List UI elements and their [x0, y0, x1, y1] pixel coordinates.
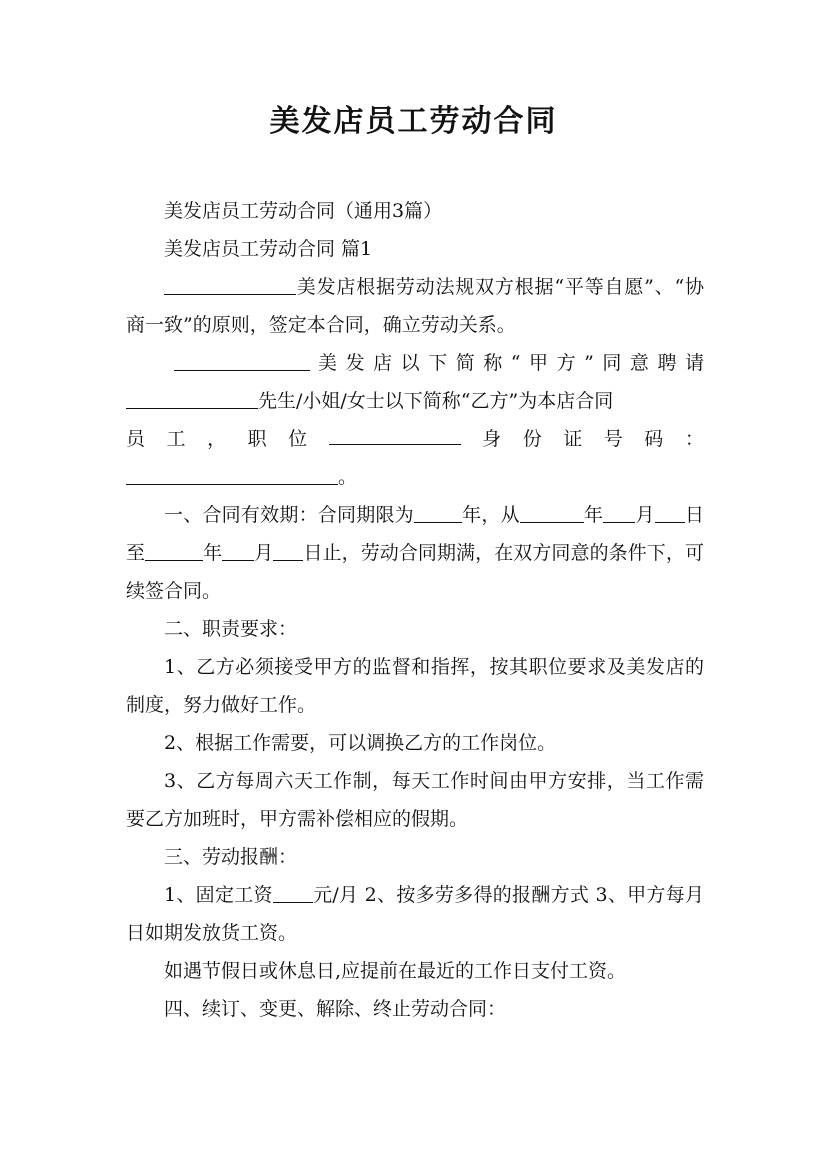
blank-line	[164, 274, 296, 295]
paragraph-text: 1、固定工资	[164, 884, 273, 906]
duty-1: 1、乙方必须接受甲方的监督和指挥，按其职位要求及美发店的制度，努力做好工作。	[126, 656, 704, 716]
spread-char: 工	[166, 428, 186, 450]
paragraph-text: 一、合同有效期：合同期限为	[164, 504, 414, 526]
spread-char: 身	[482, 428, 502, 450]
paragraph-term	[126, 496, 704, 610]
paragraph-intro	[126, 268, 704, 344]
paragraph-text: 年，从	[461, 504, 520, 526]
blank-line	[520, 502, 584, 523]
heading-duties: 二、职责要求：	[164, 618, 298, 640]
blank-line	[126, 464, 338, 485]
blank-line	[329, 424, 461, 445]
paragraph-hire-spread	[126, 420, 704, 458]
document-body	[126, 192, 704, 1028]
spread-char: ，	[207, 428, 227, 450]
spread-char: 职	[247, 428, 267, 450]
heading-pay: 三、劳动报酬：	[164, 846, 298, 868]
paragraph-text: 月	[254, 542, 274, 564]
paragraph-text: 日止，劳动合同期满，在双方同意的条件下，可续签合同。	[126, 542, 704, 602]
paragraph-hire	[126, 344, 704, 420]
paragraph-text: 年	[203, 542, 223, 564]
subtitle-line: 美发店员工劳动合同（通用3篇）	[164, 200, 443, 222]
duty-2: 2、根据工作需要，可以调换乙方的工作岗位。	[164, 732, 557, 754]
pay-holiday: 如遇节假日或休息日,应提前在最近的工作日支付工资。	[164, 960, 627, 982]
paragraph-text: 年	[583, 504, 604, 526]
spread-char: 码	[644, 428, 664, 450]
paragraph-hire-end	[126, 458, 704, 496]
blank-line	[222, 540, 254, 561]
blank-line	[655, 502, 685, 523]
spread-char: 份	[522, 428, 542, 450]
duty-3: 3、乙方每周六天工作制，每天工作时间由甲方安排，当工作需要乙方加班时，甲方需补偿相应的假期。	[126, 770, 704, 830]
paragraph-text: 美发店以下简称“甲方”同意聘请	[309, 352, 704, 374]
blank-line	[145, 540, 203, 561]
section-heading: 美发店员工劳动合同 篇1	[164, 238, 373, 260]
pay-1	[126, 876, 704, 952]
paragraph-text: 美发店根据劳动法规双方根据“平等自愿”、“协商一致”的原则，签定本合同，确立劳动关系。	[126, 276, 704, 336]
spread-char: 位	[288, 428, 308, 450]
blank-line	[174, 350, 310, 371]
blank-line	[414, 502, 462, 523]
spread-char: 证	[563, 428, 583, 450]
paragraph-text: 。	[338, 466, 358, 488]
paragraph-text: 月	[635, 504, 655, 526]
blank-line	[603, 502, 635, 523]
blank-line	[126, 388, 258, 409]
blank-line	[273, 540, 303, 561]
spread-char: ：	[684, 428, 704, 450]
paragraph-text: 元/月 2、按多劳多得的报酬方式 3、甲方每月日如期发放货工资。	[126, 884, 704, 944]
blank-line	[273, 882, 313, 903]
spread-char: 号	[603, 428, 623, 450]
document-title: 美发店员工劳动合同	[269, 104, 558, 139]
paragraph-text: 先生/小姐/女士以下简称“乙方”为本店合同	[258, 390, 614, 412]
paragraph-text: 日至	[126, 504, 704, 564]
spread-char: 员	[126, 428, 146, 450]
heading-renewal: 四、续订、变更、解除、终止劳动合同：	[164, 998, 507, 1020]
